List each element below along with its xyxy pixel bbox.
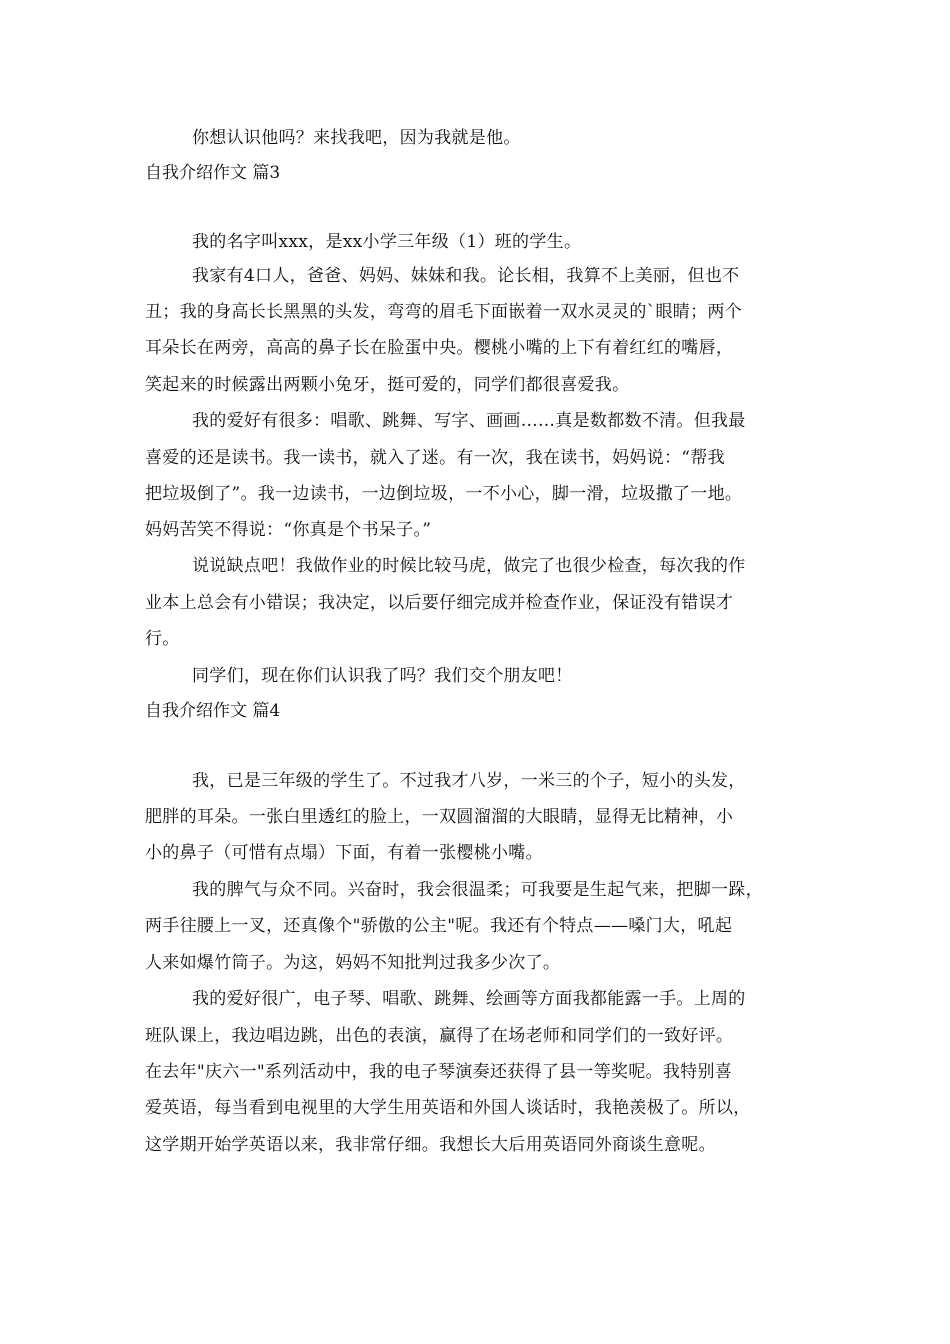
paragraph-line: 班队课上，我边唱边跳，出色的表演，赢得了在场老师和同学们的一致好评。	[145, 1026, 734, 1046]
paragraph-line: 同学们，现在你们认识我了吗？我们交个朋友吧！	[192, 666, 573, 686]
paragraph-line: 小的鼻子（可惜有点塌）下面，有着一张樱桃小嘴。	[145, 843, 543, 863]
paragraph-line: 我的爱好有很多：唱歌、跳舞、写字、画画……真是数都数不清。但我最	[192, 411, 746, 431]
paragraph-line: 你想认识他吗？来找我吧，因为我就是他。	[192, 128, 521, 148]
paragraph-line: 肥胖的耳朵。一张白里透红的脸上，一双圆溜溜的大眼睛，显得无比精神，小	[145, 807, 734, 827]
paragraph-line: 我家有4口人，爸爸、妈妈、妹妹和我。论长相，我算不上美丽，但也不	[192, 266, 740, 286]
paragraph-line: 在去年"庆六一"系列活动中，我的电子琴演奏还获得了县一等奖呢。我特别喜	[145, 1062, 733, 1082]
paragraph-line: 行。	[145, 629, 180, 649]
paragraph-line: 我的名字叫xxx，是xx小学三年级（1）班的学生。	[192, 232, 582, 252]
paragraph-line: 我的脾气与众不同。兴奋时，我会很温柔；可我要是生起气来，把脚一跺，	[192, 880, 763, 900]
paragraph-line: 喜爱的还是读书。我一读书，就入了迷。有一次，我在读书，妈妈说：“帮我	[145, 448, 725, 468]
paragraph-line: 丑；我的身高长长黑黑的头发，弯弯的眉毛下面嵌着一双水灵灵的`眼睛；两个	[145, 302, 742, 322]
essay-3-title: 自我介绍作文 篇3	[145, 163, 281, 183]
paragraph-line: 爱英语，每当看到电视里的大学生用英语和外国人谈话时，我艳羡极了。所以，	[145, 1098, 751, 1118]
paragraph-line: 两手往腰上一叉，还真像个"骄傲的公主"呢。我还有个特点——嗓门大，吼起	[145, 916, 733, 936]
paragraph-line: 笑起来的时候露出两颗小兔牙，挺可爱的，同学们都很喜爱我。	[145, 375, 630, 395]
essay-4-title: 自我介绍作文 篇4	[145, 701, 281, 721]
paragraph-line: 说说缺点吧！我做作业的时候比较马虎，做完了也很少检查，每次我的作	[192, 556, 746, 576]
paragraph-line: 这学期开始学英语以来，我非常仔细。我想长大后用英语同外商谈生意呢。	[145, 1135, 716, 1155]
paragraph-line: 我的爱好很广，电子琴、唱歌、跳舞、绘画等方面我都能露一手。上周的	[192, 989, 746, 1009]
paragraph-line: 我，已是三年级的学生了。不过我才八岁，一米三的个子，短小的头发，	[192, 771, 746, 791]
paragraph-line: 耳朵长在两旁，高高的鼻子长在脸蛋中央。樱桃小嘴的上下有着红红的嘴唇，	[145, 338, 734, 358]
paragraph-line: 业本上总会有小错误；我决定，以后要仔细完成并检查作业，保证没有错误才	[145, 593, 734, 613]
paragraph-line: 人来如爆竹筒子。为这，妈妈不知批判过我多少次了。	[145, 953, 561, 973]
paragraph-line: 把垃圾倒了”。我一边读书，一边倒垃圾，一不小心，脚一滑，垃圾撒了一地。	[145, 484, 743, 504]
paragraph-line: 妈妈苦笑不得说：“你真是个书呆子。”	[145, 520, 432, 540]
